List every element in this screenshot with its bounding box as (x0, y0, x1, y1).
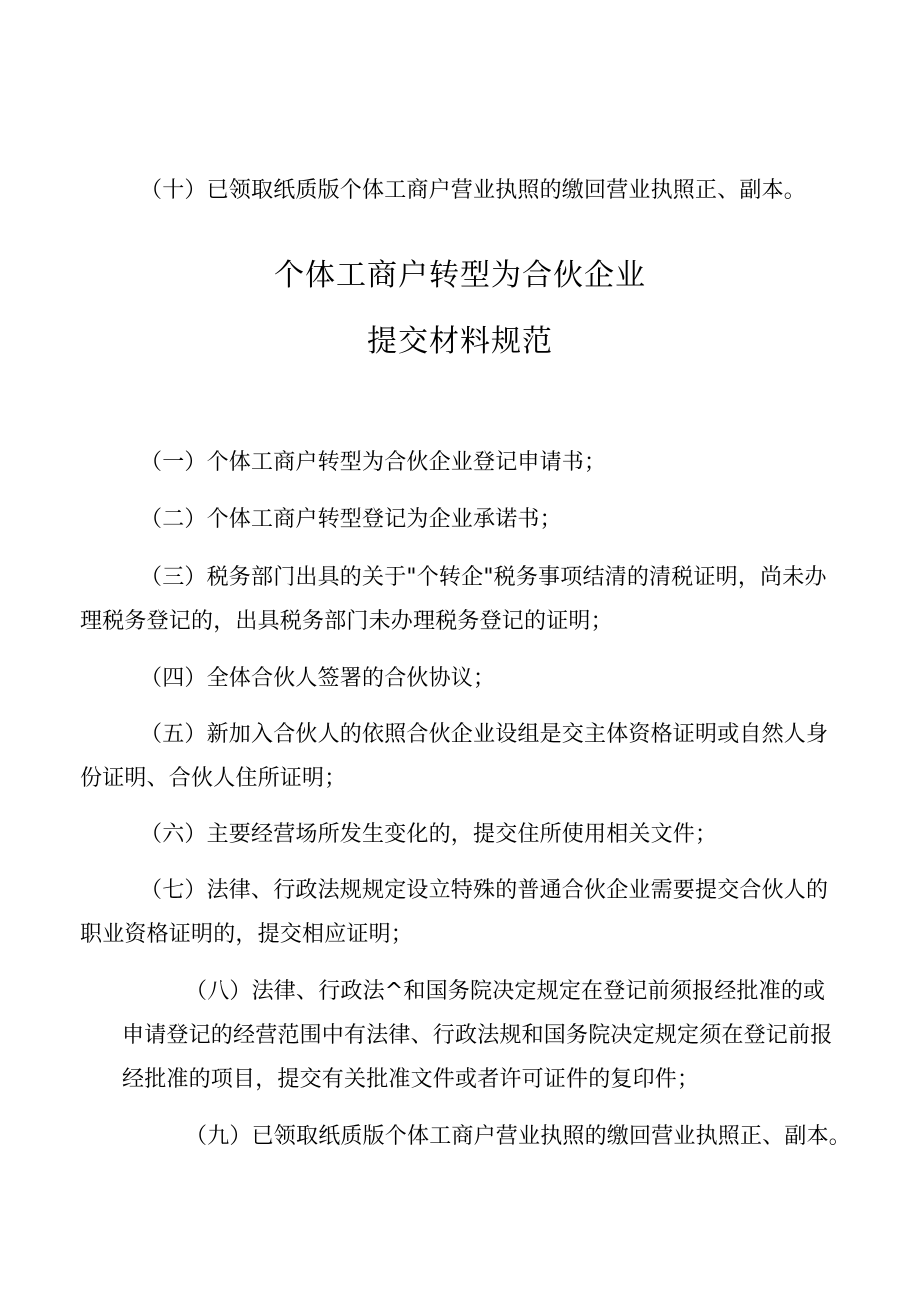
item-six: （六）主要经营场所发生变化的，提交住所使用相关文件； (140, 822, 718, 847)
item-seven-line1: （七）法律、行政法规规定设立特殊的普通合伙企业需要提交合伙人的 (140, 878, 829, 903)
item-eight-line1: （八）法律、行政法^和国务院决定规定在登记前须报经批准的或 (185, 979, 826, 1004)
item-three-line2: 理税务登记的，出具税务部门未办理税务登记的证明； (80, 609, 613, 634)
document-title-line2: 提交材料规范 (367, 324, 553, 359)
item-one: （一）个体工商户转型为合伙企业登记申请书； (140, 450, 607, 475)
item-five-line2: 份证明、合伙人住所证明； (80, 766, 347, 791)
item-seven-line2: 职业资格证明的，提交相应证明； (80, 922, 414, 947)
item-two: （二）个体工商户转型登记为企业承诺书； (140, 507, 562, 532)
item-eight-line3: 经批准的项目，提交有关批准文件或者许可证件的复印件； (122, 1067, 700, 1092)
item-ten: （十）已领取纸质版个体工商户营业执照的缴回营业执照正、副本。 (140, 178, 807, 203)
document-title-line1: 个体工商户转型为合伙企业 (274, 258, 646, 293)
item-five-line1: （五）新加入合伙人的依照合伙企业设组是交主体资格证明或自然人身 (140, 722, 829, 747)
item-three-line1: （三）税务部门出具的关于"个转企"税务事项结清的清税证明，尚未办 (140, 565, 827, 590)
item-four: （四）全体合伙人签署的合伙协议； (140, 666, 496, 691)
item-eight-line2: 申请登记的经营范围中有法律、行政法规和国务院决定规定须在登记前报 (122, 1023, 833, 1048)
item-nine: （九）已领取纸质版个体工商户营业执照的缴回营业执照正、副本。 (185, 1124, 852, 1149)
